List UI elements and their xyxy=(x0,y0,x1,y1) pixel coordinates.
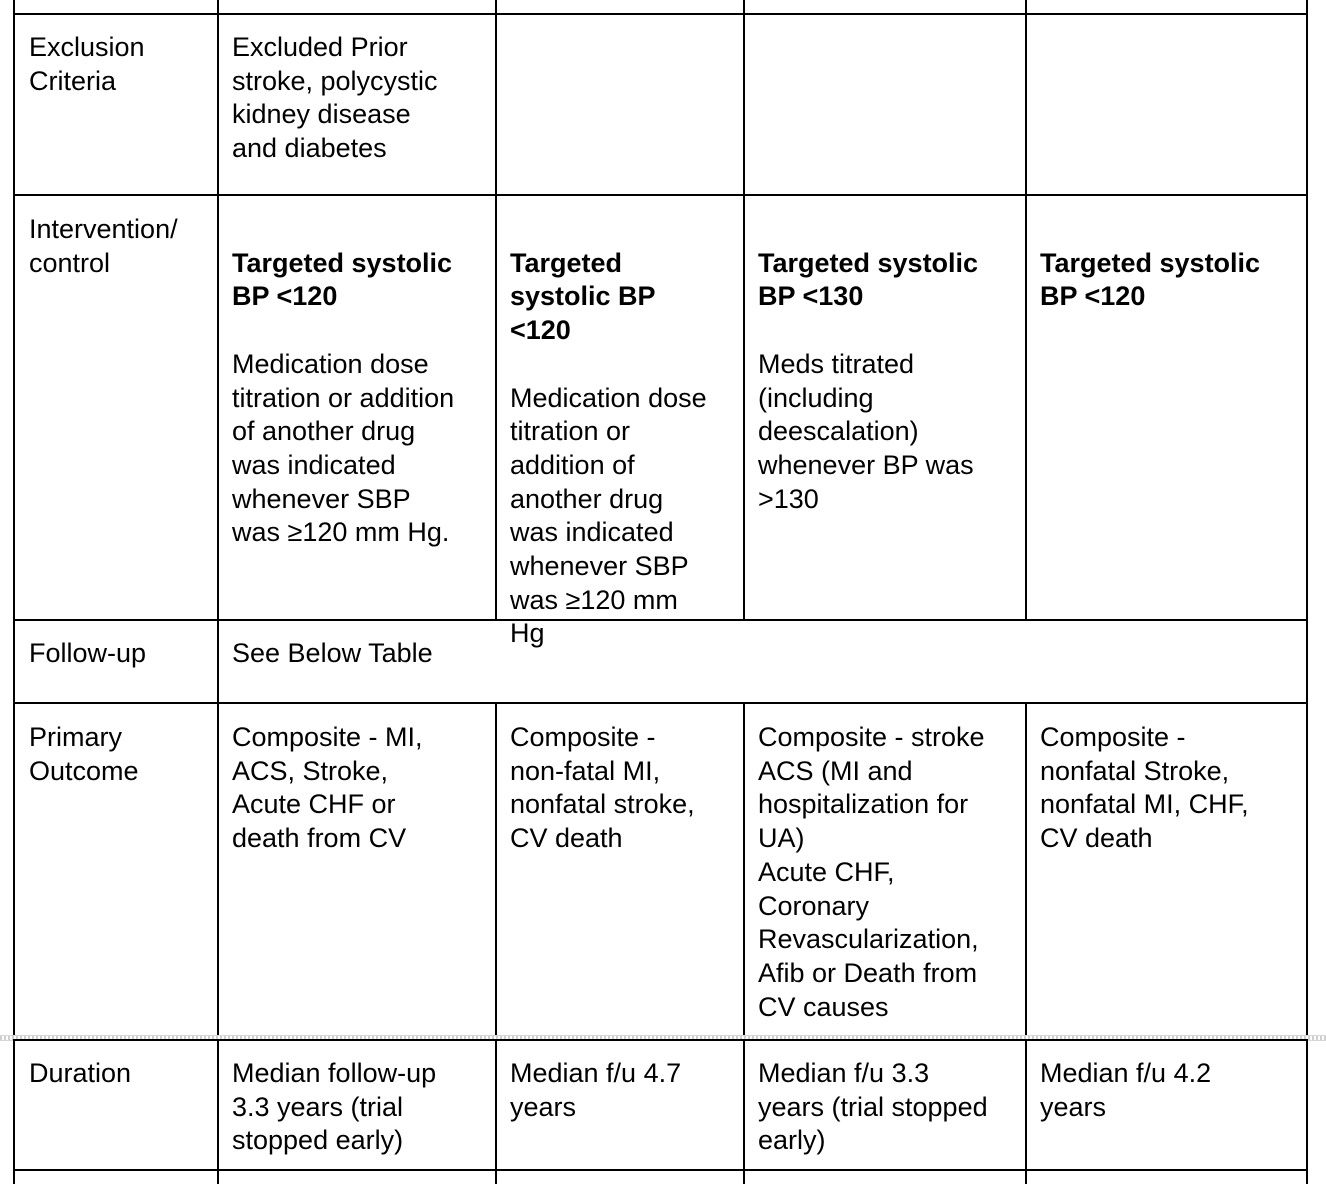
primary-outcome-cell-2: Composite - non-fatal MI, nonfatal stroke, CV death xyxy=(510,722,695,854)
intervention-cell-2 xyxy=(510,213,707,651)
row-label-follow-up: Follow-up xyxy=(29,638,147,668)
column-divider-4b xyxy=(1025,703,1027,1184)
intervention-cell-4-target: Targeted systolic BP <120 xyxy=(1040,247,1261,312)
intervention-cell-2-detail: Medication dose titration or addition of another drug was indicated whenever SBP was ≥120 mm Hg xyxy=(510,382,707,649)
column-divider-1 xyxy=(217,0,219,1184)
row-divider-top xyxy=(13,13,1308,15)
duration-cell-3: Median f/u 3.3 years (trial stopped early) xyxy=(758,1058,988,1156)
row-label-exclusion-criteria: Exclusion Criteria xyxy=(29,32,145,96)
intervention-cell-3-target: Targeted systolic BP <130 xyxy=(758,247,979,312)
row-label-duration: Duration xyxy=(29,1058,132,1088)
intervention-cell-1-detail: Medication dose titration or addition of another drug was indicated whenever SBP was ≥120 mm Hg. xyxy=(232,348,455,548)
column-divider-4 xyxy=(1025,0,1027,620)
row-divider-exclusion xyxy=(13,194,1308,196)
intervention-cell-1-target: Targeted systolic BP <120 xyxy=(232,247,453,312)
follow-up-cell: See Below Table xyxy=(232,638,433,668)
column-divider-2b xyxy=(495,703,497,1184)
intervention-cell-1 xyxy=(232,213,454,550)
row-divider-followup xyxy=(13,702,1308,704)
intervention-cell-2-target: Targeted systolic BP <120 xyxy=(510,247,656,346)
duration-cell-1: Median follow-up 3.3 years (trial stopped early) xyxy=(232,1058,437,1156)
row-divider-duration-bottom xyxy=(13,1169,1308,1171)
table-border-right xyxy=(1306,0,1308,1184)
column-divider-3 xyxy=(743,0,745,620)
intervention-cell-3 xyxy=(758,213,978,516)
row-label-primary-outcome: Primary Outcome xyxy=(29,722,139,786)
intervention-cell-4 xyxy=(1040,213,1260,314)
column-divider-3b xyxy=(743,703,745,1184)
table-border-left xyxy=(13,0,15,1184)
duration-cell-2: Median f/u 4.7 years xyxy=(510,1058,682,1122)
primary-outcome-cell-3: Composite - stroke ACS (MI and hospitalization for UA) Acute CHF, Coronary Revascularization, Afib or Death from CV causes xyxy=(758,722,985,1022)
duration-cell-4: Median f/u 4.2 years xyxy=(1040,1058,1212,1122)
primary-outcome-cell-4: Composite - nonfatal Stroke, nonfatal MI, CHF, CV death xyxy=(1040,722,1249,854)
row-label-intervention-control: Intervention/ control xyxy=(29,214,178,278)
exclusion-cell-1: Excluded Prior stroke, polycystic kidney disease and diabetes xyxy=(232,32,438,164)
column-divider-2 xyxy=(495,0,497,620)
intervention-cell-3-detail: Meds titrated (including deescalation) whenever BP was >130 xyxy=(758,348,974,514)
row-divider-primary-bottom xyxy=(13,1039,1308,1041)
primary-outcome-cell-1: Composite - MI, ACS, Stroke, Acute CHF or death from CV xyxy=(232,722,423,854)
